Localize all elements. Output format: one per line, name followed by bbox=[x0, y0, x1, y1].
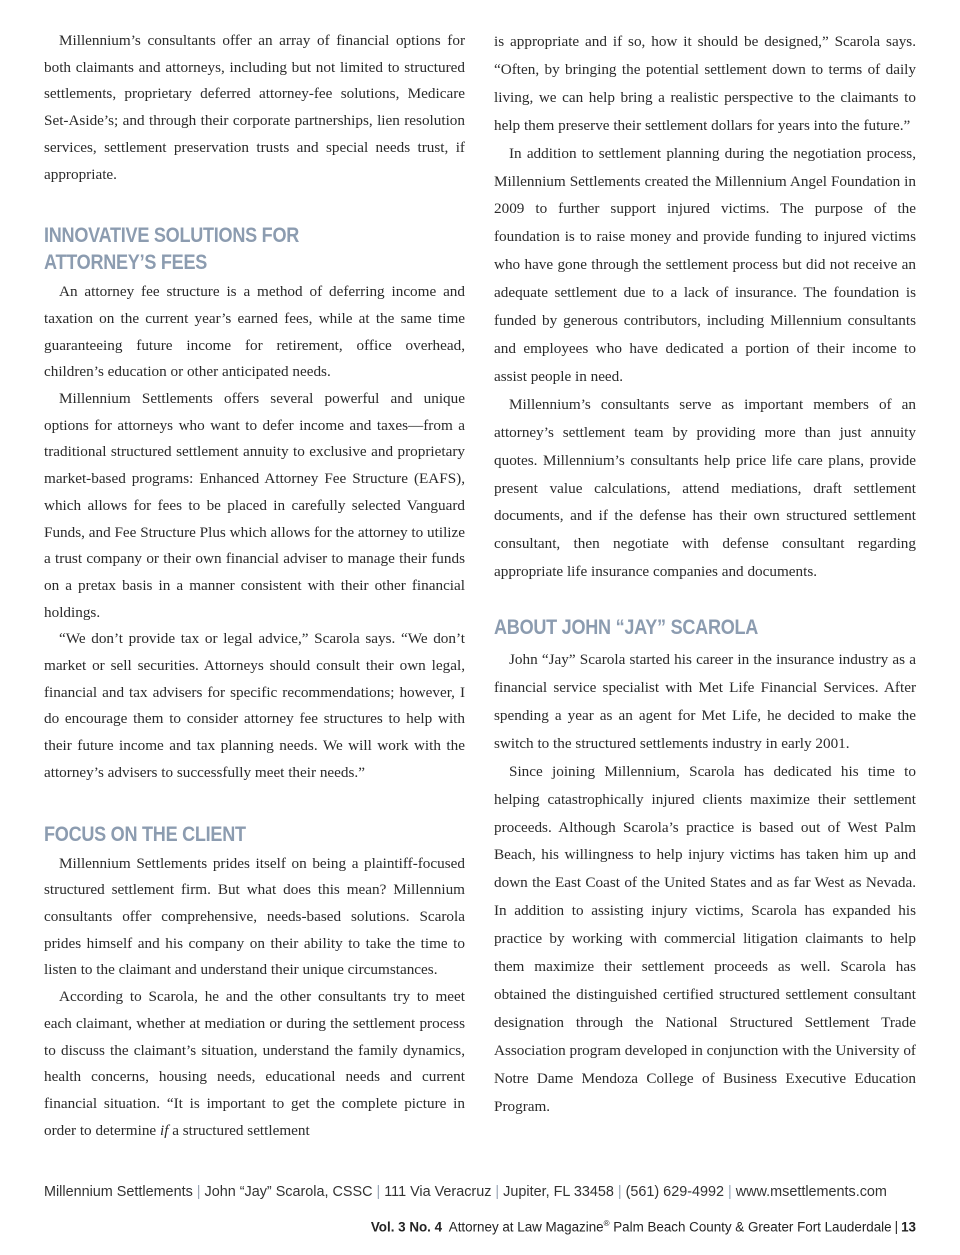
separator: | bbox=[894, 1219, 899, 1235]
volume-issue: Vol. 3 No. 4 bbox=[370, 1219, 443, 1235]
separator: | bbox=[617, 1184, 622, 1200]
separator: | bbox=[196, 1184, 201, 1200]
separator: | bbox=[376, 1184, 381, 1200]
heading-line-2: ATTORNEY’S FEES bbox=[44, 251, 208, 275]
magazine-edition: Palm Beach County & Greater Fort Lauderdale bbox=[613, 1219, 892, 1235]
phone-number: (561) 629-4992 bbox=[625, 1184, 725, 1200]
advice-quote-paragraph: “We don’t provide tax or legal advice,” Scarola says. “We don’t market or sell securities. Attorneys should consult their own legal, financial and tax advisers for specific recommendations; however, I do encourage them to consider attorney fee structures to help with their future income and tax planning needs. We will work with the attorney’s advisers to successfully meet their needs.” bbox=[44, 630, 465, 781]
registered-mark: ® bbox=[603, 1219, 610, 1228]
separator: | bbox=[495, 1184, 500, 1200]
consultant-role-paragraph: Millennium’s consultants serve as important members of an attorney’s settlement team by providing more than just annuity quotes. Millennium’s consultants help price life care plans, provide present value calculations, attend mediations, draft settlement documents, and if the defense has their own structured settlement consultant, then negotiate with defense consultant regarding appropriate life insurance companies and documents. bbox=[494, 395, 916, 581]
contact-line bbox=[44, 1184, 916, 1200]
intro-paragraph: Millennium’s consultants offer an array of financial options for both claimants and attorneys, including but not limited to structured settlements, proprietary deferred attorney-fee solutions, Medicare Set-Aside’s; and through their corporate partnerships, lien resolution services, settlement preservation trusts and special needs trust, if appropriate. bbox=[44, 32, 465, 183]
heading-line-1: INNOVATIVE SOLUTIONS FOR bbox=[44, 224, 300, 248]
continuation-paragraph: is appropriate and if so, how it should be designed,” Scarola says. “Often, by bringing the potential settlement down to terms of daily living, we can help bring a realistic perspective to the claimants to help them preserve their settlement dollars for years into the future.” bbox=[494, 33, 916, 134]
magazine-footer bbox=[371, 1219, 916, 1234]
company-name: Millennium Settlements bbox=[44, 1184, 193, 1200]
website-link[interactable]: www.msettlements.com bbox=[735, 1184, 887, 1200]
street-address: 111 Via Veracruz bbox=[384, 1184, 492, 1200]
section-heading-attorney-fees bbox=[44, 222, 465, 276]
magazine-name: Attorney at Law Magazine bbox=[448, 1219, 604, 1235]
right-column bbox=[494, 28, 916, 1121]
page-number: 13 bbox=[901, 1219, 916, 1235]
separator: | bbox=[728, 1184, 732, 1200]
fee-structure-paragraph: An attorney fee structure is a method of deferring income and taxation on the current year’s earned fees, while at the same time guaranteeing future income for retirement, office overhead, children’s education or other anticipated needs. bbox=[44, 283, 465, 381]
achievements-paragraph: Since joining Millennium, Scarola has dedicated his time to helping catastrophically injured clients maximize their settlement proceeds. Although Scarola’s practice is based out of West Palm Beach, his willingness to help injury victims has taken him up and down the East Coast of the United States and as far West as Nevada. In addition to assisting injury victims, Scarola has expanded his practice by working with commercial litigation claimants to help them maximize their settlement proceeds as well. Scarola has obtained the distinguished certified structured settlement consultant designation through the National Structured Settlement Trade Association program developed in conjunction with the University of Notre Dame Mendoza College of Business Executive Education Program. bbox=[494, 762, 916, 1115]
options-paragraph: Millennium Settlements offers several powerful and unique options for attorneys who want to defer income and taxes—from a traditional structured settlement annuity to exclusive and proprietary market-based programs: Enhanced Attorney Fee Structure (EAFS), which allows for fees to be placed in carefully selected Vanguard Funds, and Fee Structure Plus which allows for the attorney to utilize a trust company or their own financial adviser to manage their funds on a pretax basis in a manner consistent with their other financial holdings. bbox=[44, 390, 465, 621]
section-heading-focus-client: FOCUS ON THE CLIENT bbox=[44, 822, 246, 846]
city-state-zip: Jupiter, FL 33458 bbox=[503, 1184, 614, 1200]
contact-name: John “Jay” Scarola, CSSC bbox=[204, 1184, 373, 1200]
left-column bbox=[44, 28, 465, 1144]
career-paragraph: John “Jay” Scarola started his career in the insurance industry as a financial service specialist with Met Life Financial Services. After spending a year as an agent for Met Life, he decided to make the switch to the structured settlements industry in early 2001. bbox=[494, 651, 916, 752]
plaintiff-focused-paragraph: Millennium Settlements prides itself on being a plaintiff-focused structured settlement firm. But what does this mean? Millennium consultants offer comprehensive, needs-based solutions. Scarola prides himself and his company on their ability to take the time to listen to the claimant and understand their unique circumstances. bbox=[44, 854, 465, 979]
meeting-paragraph: According to Scarola, he and the other consultants try to meet each claimant, whether at mediation or during the settlement process to discuss the claimant’s situation, understand the family dynamics, health concerns, housing needs, educational needs and current financial situation. “It is important to get the complete picture in order to determine if a structured settlement bbox=[44, 988, 465, 1139]
angel-foundation-paragraph: In addition to settlement planning during the negotiation process, Millennium Settlements created the Millennium Angel Foundation in 2009 to further support injured victims. The purpose of the foundation is to raise money and provide funding to injured victims who have gone through the settlement process but did not receive an adequate settlement due to a lack of insurance. The foundation is funded by generous contributors, including Millennium consultants and employees who have dedicated a portion of their income to assist people in need. bbox=[494, 144, 916, 385]
section-heading-about-scarola: ABOUT JOHN “JAY” SCAROLA bbox=[494, 616, 759, 640]
